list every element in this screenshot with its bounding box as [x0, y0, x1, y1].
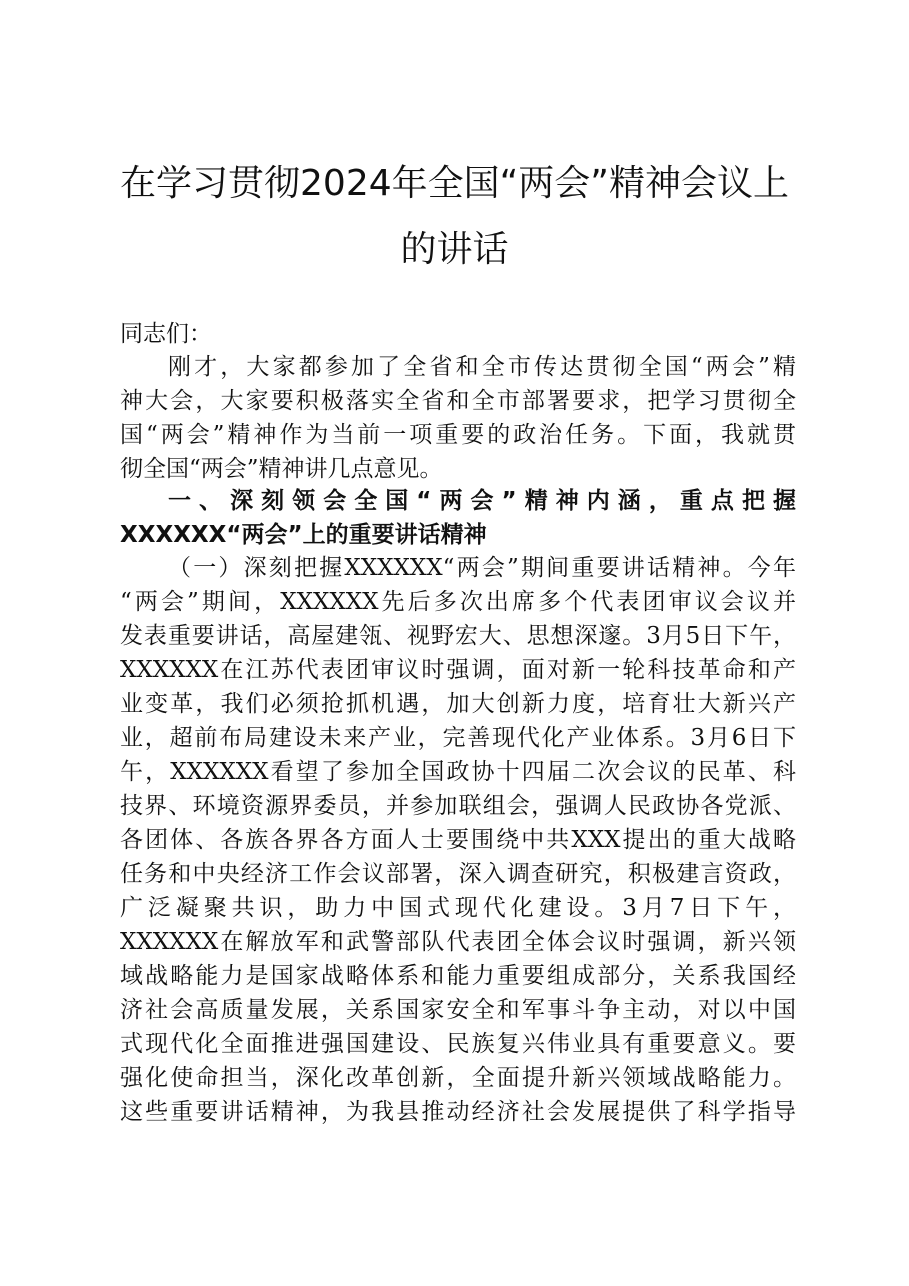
- body-line: 式现代化全面推进强国建设、民族复兴伟业具有重要意义。要: [120, 1031, 796, 1057]
- body-line: 各团体、各族各界各方面人士要围绕中共XXX提出的重大战略: [120, 827, 796, 853]
- body-line: XXXXXX在江苏代表团审议时强调，面对新一轮科技革命和产: [120, 657, 796, 683]
- body-line: 神大会，大家要积极落实全省和全市部署要求，把学习贯彻全: [120, 388, 796, 414]
- body-line: 域战略能力是国家战略体系和能力重要组成部分，关系我国经: [120, 963, 796, 989]
- body-line: 彻全国“两会”精神讲几点意见。: [120, 456, 443, 482]
- body-line: 业变革，我们必须抢抓机遇，加大创新力度，培育壮大新兴产: [120, 691, 796, 717]
- salutation: 同志们：: [120, 321, 212, 347]
- body-line: 发表重要讲话，高屋建瓴、视野宏大、思想深邃。3月5日下午，: [120, 623, 796, 649]
- body-line: 任务和中央经济工作会议部署，深入调查研究，积极建言资政，: [120, 861, 796, 887]
- body-line: “两会”期间，XXXXXX先后多次出席多个代表团审议会议并: [120, 589, 796, 615]
- document-title-line-1: 在学习贯彻2024年全国“两会”精神会议上: [120, 163, 789, 204]
- body-line: 国“两会”精神作为当前一项重要的政治任务。下面，我就贯: [120, 422, 796, 448]
- section-heading-line-1: 一、深刻领会全国“两会”精神内涵，重点把握: [168, 488, 796, 514]
- document-title-line-2: 的讲话: [400, 229, 509, 270]
- body-line: 刚才，大家都参加了全省和全市传达贯彻全国“两会”精: [168, 354, 796, 380]
- body-line: 这些重要讲话精神，为我县推动经济社会发展提供了科学指导: [120, 1099, 796, 1125]
- body-line: 强化使命担当，深化改革创新，全面提升新兴领域战略能力。: [120, 1065, 796, 1091]
- body-line: 午，XXXXXX看望了参加全国政协十四届二次会议的民革、科: [120, 759, 796, 785]
- body-line: 济社会高质量发展，关系国家安全和军事斗争主动，对以中国: [120, 997, 796, 1023]
- section-heading-line-2: XXXXXX“两会”上的重要讲话精神: [120, 522, 487, 548]
- body-line: 技界、环境资源界委员，并参加联组会，强调人民政协各党派、: [120, 793, 796, 819]
- body-line: XXXXXX在解放军和武警部队代表团全体会议时强调，新兴领: [120, 929, 796, 955]
- body-line: 业，超前布局建设未来产业，完善现代化产业体系。3月6日下: [120, 725, 796, 751]
- body-line: 广泛凝聚共识，助力中国式现代化建设。3月7日下午，: [120, 895, 796, 921]
- body-line: （一）深刻把握XXXXXX“两会”期间重要讲话精神。今年: [168, 555, 796, 581]
